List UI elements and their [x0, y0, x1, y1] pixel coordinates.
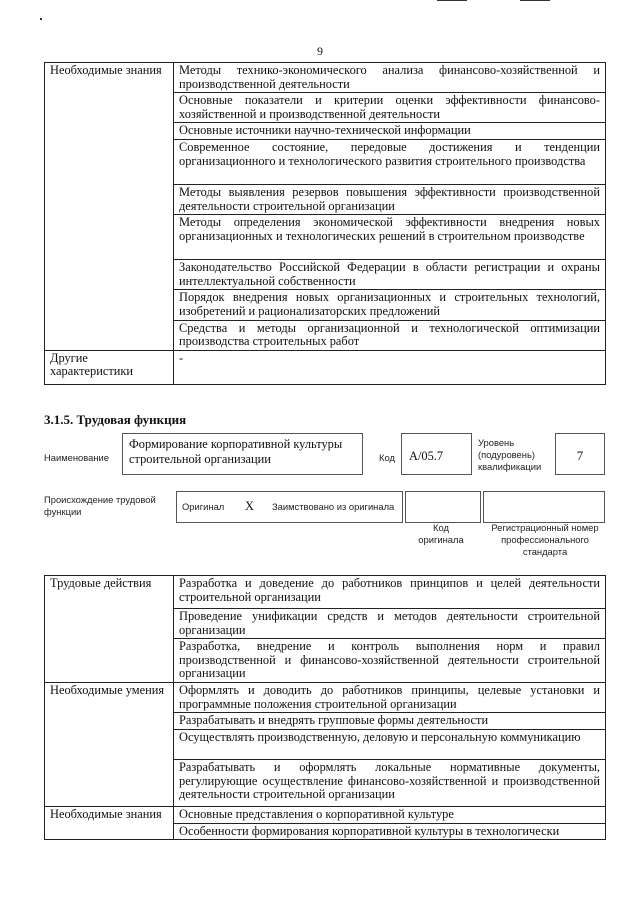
- table-cell: Порядок внедрения новых организационных и строительных технологий, изобретений и рационализаторских предложений: [174, 290, 606, 320]
- table-cell: Методы определения экономической эффективности внедрения новых организационных и технологических решений в строительном производстве: [174, 215, 606, 260]
- registration-number-caption: Регистрационный номер профессионального стандарта: [491, 522, 599, 557]
- function-name-value: Формирование корпоративной культуры строительной организации: [129, 437, 343, 466]
- original-label: Оригинал: [182, 501, 225, 512]
- table-cell: Современное состояние, передовые достижения и тенденции организационного и технологического развития строительного производства: [174, 139, 606, 184]
- table-cell: Законодательство Российской Федерации в области регистрации и охраны интеллектуальной собственности: [174, 260, 606, 290]
- row-label: Необходимые умения: [45, 683, 174, 807]
- scan-mark: [437, 0, 467, 1]
- borrowed-label: Заимствовано из оригинала: [272, 501, 395, 512]
- table-row: [45, 683, 606, 713]
- table-cell: Основные показатели и критерии оценки эффективности финансово-хозяйственной и производственной деятельности: [174, 93, 606, 123]
- knowledge-table: [44, 62, 606, 385]
- duties-table: [44, 575, 606, 840]
- qualification-level-label: Уровень (подуровень) квалификации: [478, 437, 542, 472]
- table-cell: Оформлять и доводить до работников принципы, целевые установки и программные положения строительной организации: [174, 683, 606, 713]
- row-label: Другие характеристики: [45, 350, 174, 384]
- table-cell: Осуществлять производственную, деловую и персональную коммуникацию: [174, 729, 606, 759]
- origin-code-box: [405, 491, 481, 523]
- table-cell: Методы выявления резервов повышения эффективности производственной деятельности строительной организации: [174, 184, 606, 214]
- scan-mark: [520, 0, 550, 1]
- table-cell: Основные источники научно-технической информации: [174, 123, 606, 140]
- name-label: Наименование: [44, 452, 109, 463]
- table-row: [45, 806, 606, 823]
- qualification-level-value: 7: [576, 448, 584, 463]
- table-row: [45, 576, 606, 609]
- row-label: Необходимые знания: [45, 63, 174, 351]
- table-cell: Методы технико-экономического анализа финансово-хозяйственной и производственной деятельности: [174, 63, 606, 93]
- code-value: A/05.7: [409, 449, 444, 463]
- scan-mark: [40, 18, 42, 20]
- code-label: Код: [379, 452, 395, 463]
- table-cell: -: [174, 350, 606, 384]
- section-heading: 3.1.5. Трудовая функция: [44, 412, 187, 427]
- table-row: [45, 350, 606, 384]
- table-cell: Разработка и доведение до работников принципов и целей деятельности строительной организации: [174, 576, 606, 609]
- table-row: [45, 63, 606, 93]
- original-mark: X: [245, 499, 254, 513]
- table-cell: Средства и методы организационной и технологической оптимизации производства строительных работ: [174, 320, 606, 350]
- page-number: 9: [317, 44, 323, 58]
- registration-number-box: [483, 491, 605, 523]
- origin-label: Происхождение трудовой функции: [44, 494, 156, 517]
- origin-code-caption: Код оригинала: [418, 522, 464, 545]
- table-cell: Разработка, внедрение и контроль выполнения норм и правил производственной и финансово-хозяйственной деятельности строительной организации: [174, 639, 606, 683]
- row-label: Необходимые знания: [45, 806, 174, 839]
- table-cell: Проведение унификации средств и методов деятельности строительной организации: [174, 609, 606, 639]
- table-cell: Разрабатывать и внедрять групповые формы деятельности: [174, 713, 606, 730]
- table-cell: Особенности формирования корпоративной культуры в технологически: [174, 823, 606, 840]
- table-cell: Основные представления о корпоративной культуре: [174, 806, 606, 823]
- row-label: Трудовые действия: [45, 576, 174, 683]
- table-cell: Разрабатывать и оформлять локальные нормативные документы, регулирующие осуществление финансово-хозяйственной и производственной деятельности строительной организации: [174, 759, 606, 806]
